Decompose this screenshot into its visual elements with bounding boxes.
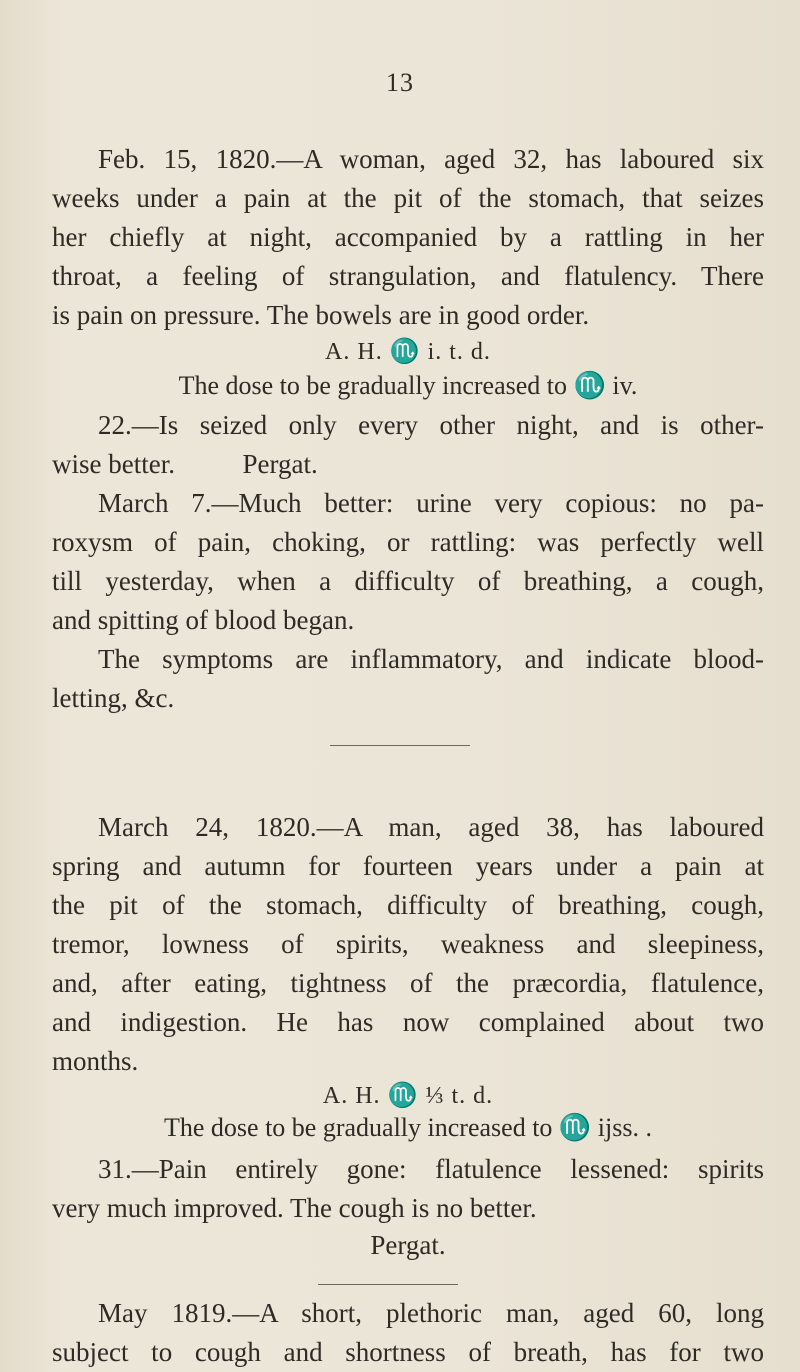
- text-line: throat, a feeling of strangulation, and flatulency. There: [52, 261, 764, 291]
- text-line: The symptoms are inflammatory, and indicate blood-: [98, 644, 764, 674]
- case-2-paragraph: [52, 808, 764, 1081]
- case-2-pergat: [52, 1226, 764, 1265]
- section-divider: [318, 1284, 458, 1285]
- text-line: letting, &c.: [52, 683, 175, 713]
- case-1-followup-2: [52, 484, 764, 640]
- prescription: A. H. ♏ i. t. d.: [325, 339, 491, 365]
- case-1-paragraph: [52, 140, 764, 335]
- case-1-followup-3: [52, 640, 764, 718]
- dose-note: The dose to be gradually increased to ♏ ijss. .: [164, 1113, 652, 1142]
- text-line: 22.—Is seized only every other night, and is other-: [98, 410, 764, 440]
- text-line: roxysm of pain, choking, or rattling: was perfectly well: [52, 527, 764, 557]
- text-line: tremor, lowness of spirits, weakness and sleepiness,: [52, 929, 764, 959]
- page-number: 13: [386, 68, 414, 97]
- text-line: till yesterday, when a difficulty of breathing, a cough,: [52, 566, 764, 596]
- case-3-paragraph: [52, 1294, 764, 1372]
- text-line: March 24, 1820.—A man, aged 38, has laboured: [98, 812, 764, 842]
- pergat-label: Pergat.: [370, 1230, 446, 1260]
- text-line: and spitting of blood began.: [52, 605, 355, 635]
- case-1-prescription-block: [52, 335, 764, 403]
- text-line: Feb. 15, 1820.—A woman, aged 32, has laboured six: [98, 144, 764, 174]
- text-line: and, after eating, tightness of the præcordia, flatulence,: [52, 968, 764, 998]
- case-1-followup-1: [52, 406, 764, 484]
- dose-note: The dose to be gradually increased to ♏ iv.: [178, 371, 638, 400]
- text-line: May 1819.—A short, plethoric man, aged 60, long: [98, 1298, 764, 1328]
- text-line: very much improved. The cough is no better.: [52, 1193, 537, 1223]
- text-line: 31.—Pain entirely gone: flatulence lessened: spirits: [98, 1154, 764, 1184]
- prescription: A. H. ♏ ⅓ t. d.: [322, 1083, 494, 1109]
- text-line: March 7.—Much better: urine very copious: no pa-: [98, 488, 764, 518]
- case-2-followup-1: [52, 1150, 764, 1228]
- text-line: weeks under a pain at the pit of the stomach, that seizes: [52, 183, 764, 213]
- text-line: spring and autumn for fourteen years under a pain at: [52, 851, 764, 881]
- text-line: the pit of the stomach, difficulty of breathing, cough,: [52, 890, 764, 920]
- text-line: is pain on pressure. The bowels are in good order.: [52, 300, 590, 330]
- text-line: wise better. Pergat.: [52, 449, 318, 479]
- section-divider: [330, 745, 470, 746]
- text-line: and indigestion. He has now complained about two: [52, 1007, 764, 1037]
- text-line: her chiefly at night, accompanied by a rattling in her: [52, 222, 764, 252]
- text-line: months.: [52, 1046, 139, 1076]
- text-line: subject to cough and shortness of breath, has for two: [52, 1337, 764, 1367]
- case-2-prescription-block: [52, 1080, 764, 1144]
